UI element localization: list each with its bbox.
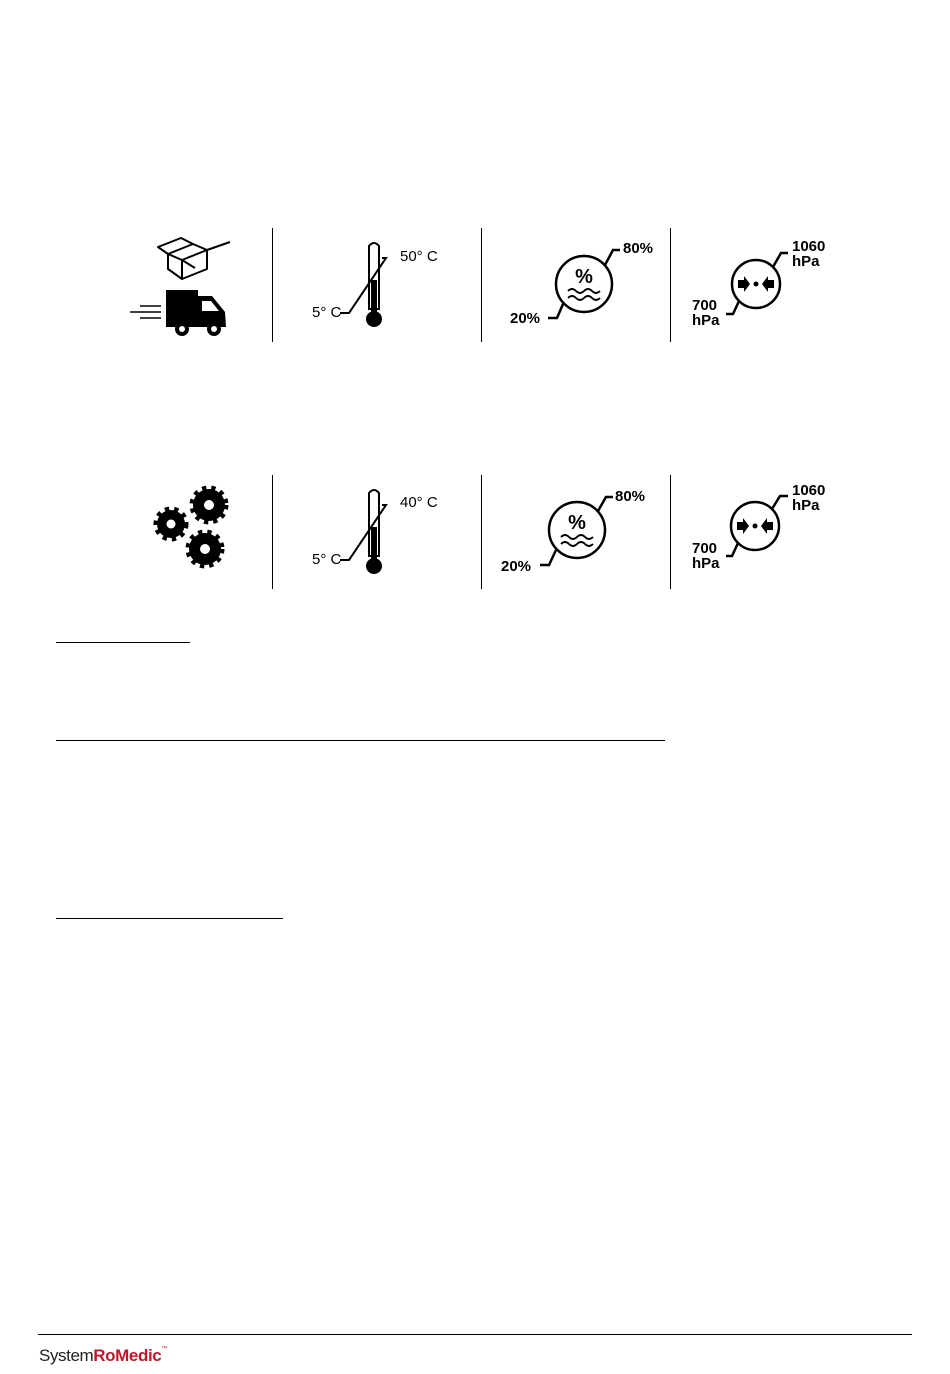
pressure-max-unit: hPa <box>792 497 820 514</box>
box-and-truck-icon <box>125 225 235 345</box>
humidity-range-symbol <box>500 225 670 345</box>
humidity-min-label: 20% <box>501 558 532 575</box>
transport-conditions-row <box>0 225 950 345</box>
divider <box>670 228 671 342</box>
blank-underline <box>56 740 665 741</box>
divider <box>481 475 482 589</box>
pressure-min-value: 700 <box>692 540 718 557</box>
pressure-min-unit: hPa <box>692 312 720 329</box>
temperature-max-label: 50° C <box>400 248 438 265</box>
divider <box>670 475 671 589</box>
pressure-max-value: 1060 <box>792 482 826 499</box>
pressure-min-value: 700 <box>692 297 718 314</box>
footer-divider <box>38 1334 912 1335</box>
blank-underline <box>56 918 283 919</box>
gears-icon <box>145 472 245 592</box>
pressure-max-unit: hPa <box>792 253 820 270</box>
operating-conditions-row <box>0 472 950 592</box>
brand-name-romedic: RoMedic <box>93 1346 162 1365</box>
humidity-range-symbol <box>490 472 670 592</box>
blank-underline <box>56 642 190 643</box>
divider <box>481 228 482 342</box>
humidity-min-label: 20% <box>510 310 541 327</box>
percent-symbol: % <box>568 512 586 534</box>
brand-logo <box>39 1346 167 1366</box>
humidity-max-label: 80% <box>615 488 646 505</box>
percent-symbol: % <box>575 266 593 288</box>
temperature-max-label: 40° C <box>400 494 438 511</box>
divider <box>272 475 273 589</box>
temperature-range-symbol <box>295 225 465 345</box>
temperature-min-label: 5° C <box>312 304 342 321</box>
trademark-symbol: ™ <box>161 1346 167 1352</box>
brand-name-system: System <box>39 1346 94 1365</box>
divider <box>272 228 273 342</box>
pressure-min-unit: hPa <box>692 555 720 572</box>
pressure-range-symbol <box>688 472 848 592</box>
temperature-range-symbol <box>295 472 465 592</box>
pressure-range-symbol <box>688 225 848 345</box>
humidity-max-label: 80% <box>623 240 654 257</box>
temperature-min-label: 5° C <box>312 551 342 568</box>
pressure-max-value: 1060 <box>792 238 826 255</box>
